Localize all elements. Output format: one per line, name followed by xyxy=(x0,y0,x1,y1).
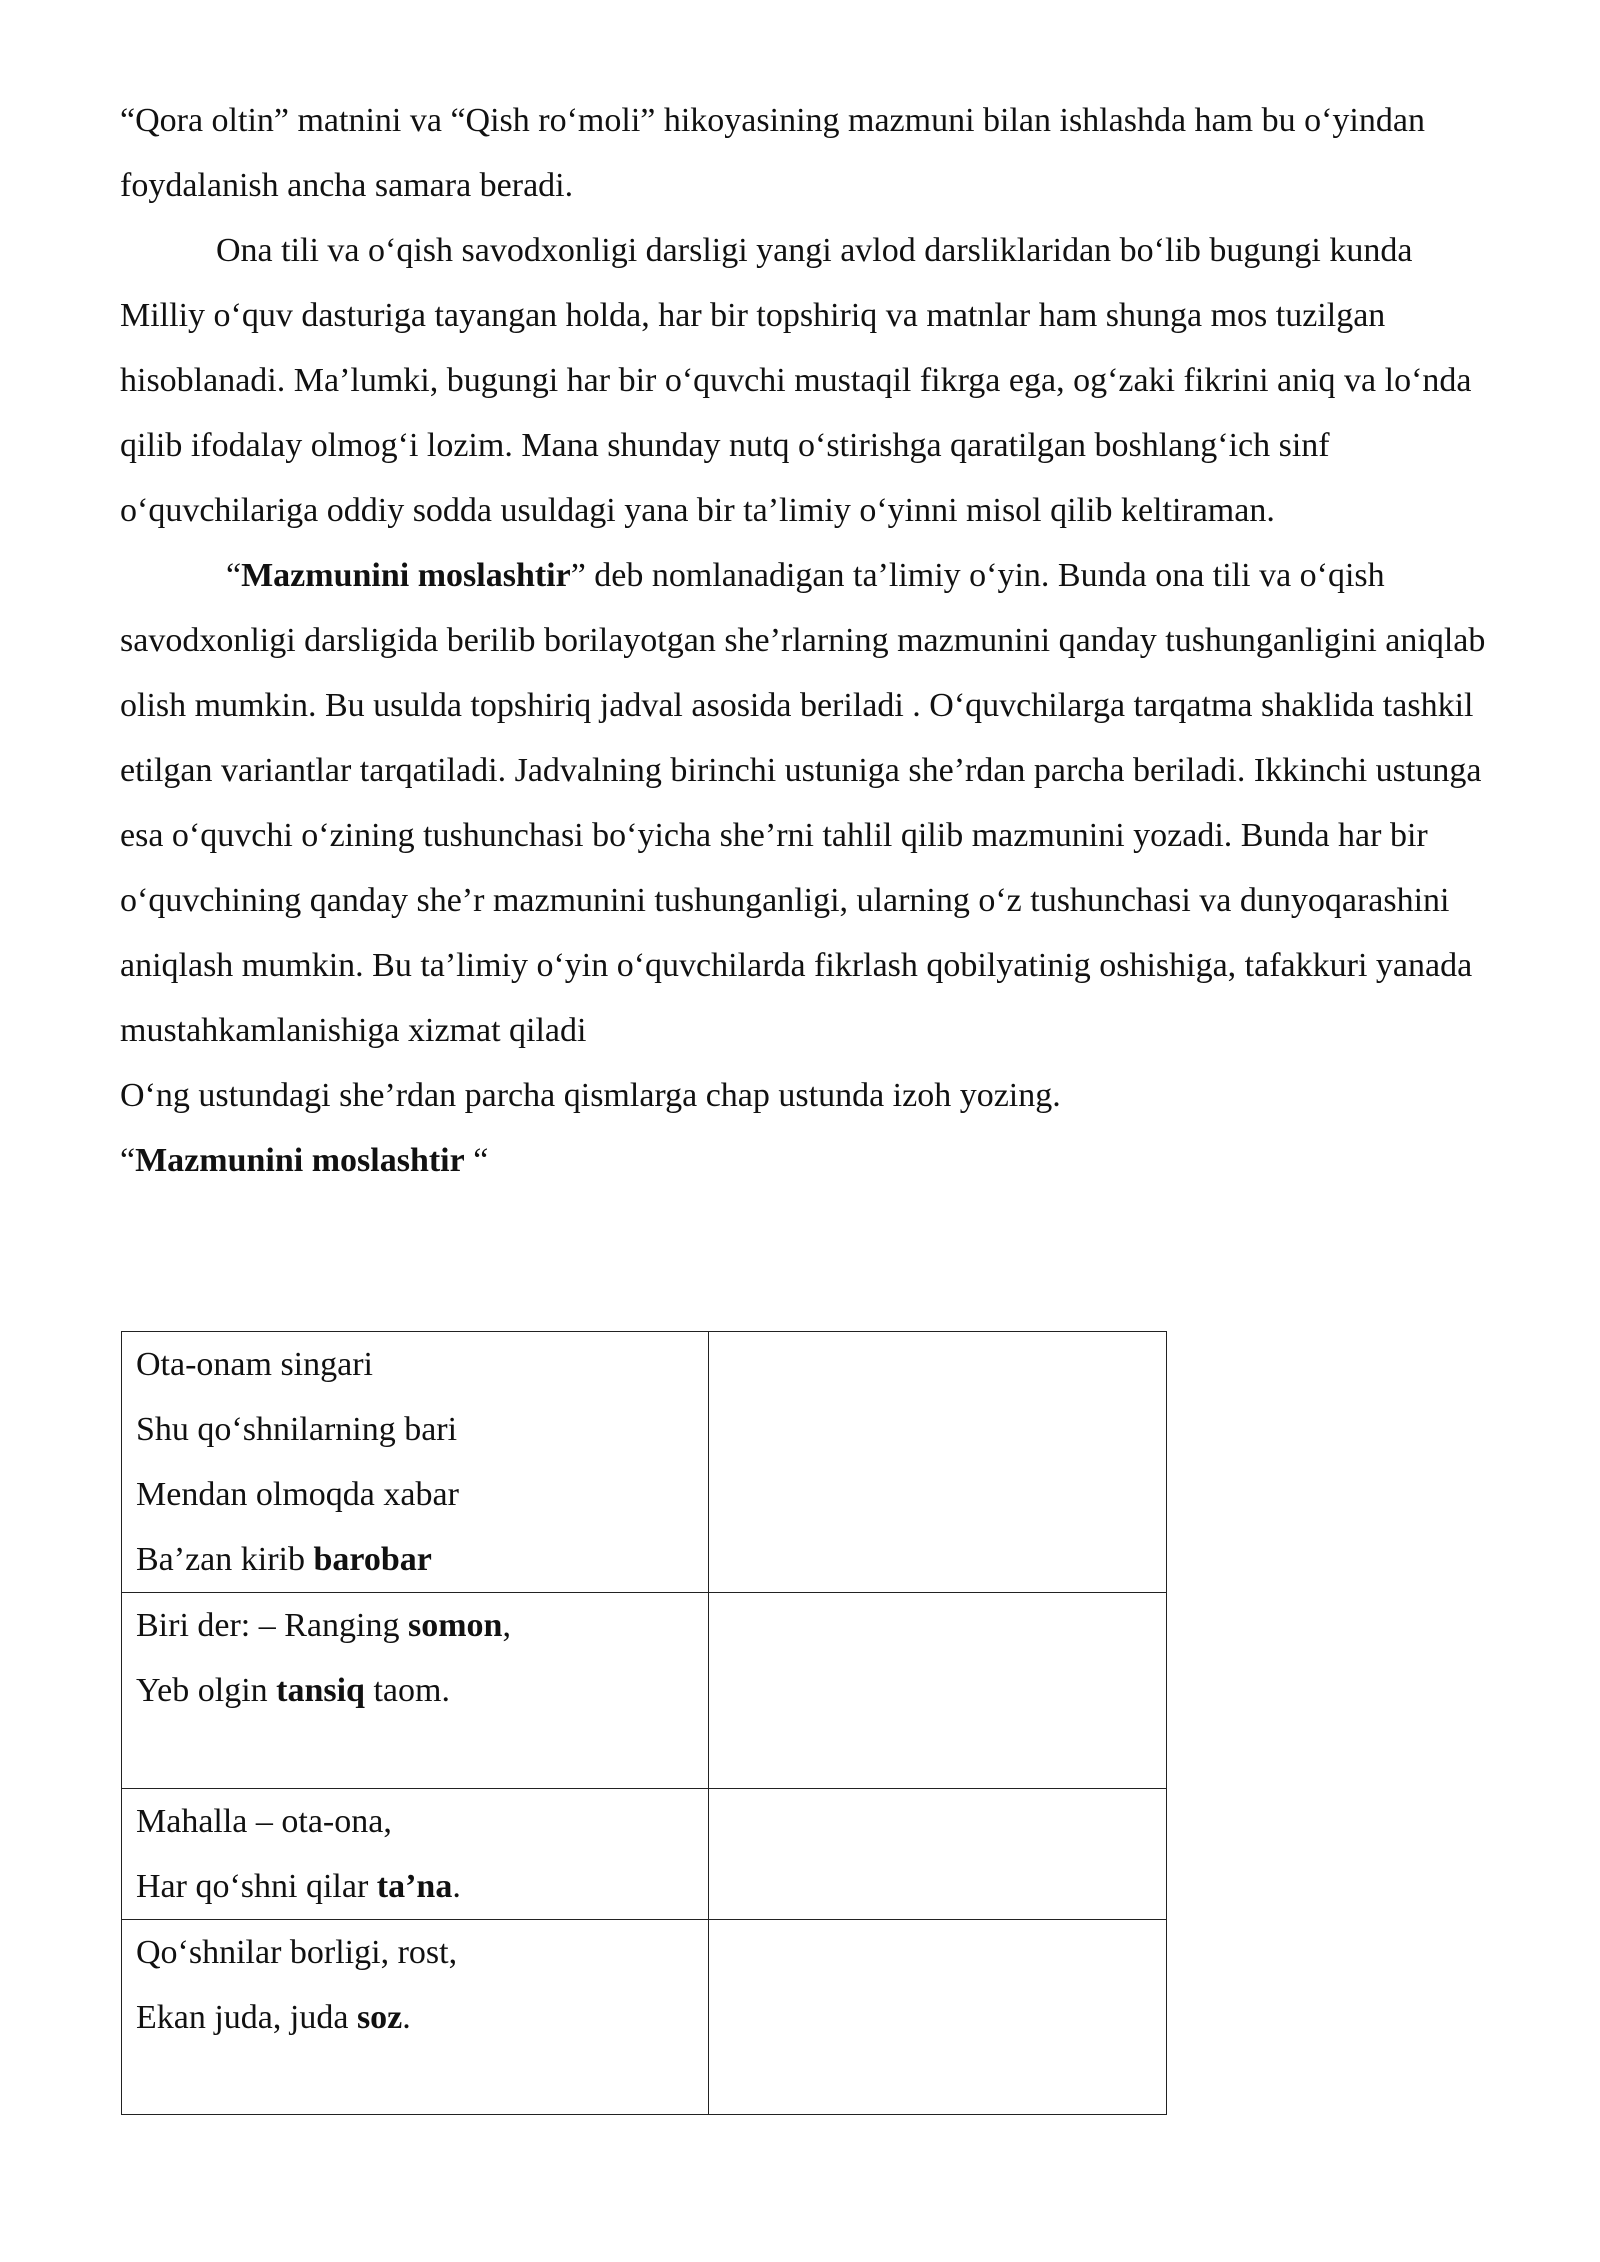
game-description-text: ” deb nomlanadigan ta’limiy o‘yin. Bunda ona tili va o‘qish savodxonligi darsligida berilib borilayotgan she’rlarning mazmunini qanday tushunganligini aniqlab olish mumkin. Bu usulda topshiriq jadval asosida beriladi . O‘quvchilarga tarqatma shaklida tashkil etilgan variantlar tarqatiladi. Jadvalning birinchi ustuniga she’rdan parcha beriladi. Ikkinchi ustunga esa o‘quvchi o‘zining tushunchasi bo‘yicha she’rni tahlil qilib mazmunini yozadi. Bunda har bir o‘quvchining qanday she’r mazmunini tushunganligi, ularning o‘z tushunchasi va dunyoqarashini aniqlash mumkin. Bu ta’limiy o‘yin o‘quvchilarda fikrlash qobilyatinig oshishiga, tafakkuri yanada mustahkamlanishiga xizmat qiladi xyxy=(120,557,1486,1049)
poem-cell xyxy=(122,1332,709,1593)
paragraph-intro: “Qora oltin” matnini va “Qish ro‘moli” hikoyasining mazmuni bilan ishlashda ham bu o‘yindan foydalanish ancha samara beradi. xyxy=(120,102,1425,204)
key-word: barobar xyxy=(313,1541,432,1578)
poem-line: Ba’zan kirib barobar xyxy=(136,1541,432,1578)
poem-line: Qo‘shnilar borligi, rost, xyxy=(136,1934,458,1971)
paragraph-textbook: Ona tili va o‘qish savodxonligi darsligi yangi avlod darsliklaridan bo‘lib bugungi kunda Milliy o‘quv dasturiga tayangan holda, har bir topshiriq va matnlar ham shunga mos tuzilgan hisoblanadi. Ma’lumki, bugungi har bir o‘quvchi mustaqil fikrga ega, og‘zaki fikrini aniq va lo‘nda qilib ifodalay olmog‘i lozim. Mana shunday nutq o‘stirishga qaratilgan boshlang‘ich sinf o‘quvchilariga oddiy sodda usuldagi yana bir ta’limiy o‘yinni misol qilib keltiraman. xyxy=(120,232,1472,529)
poem-line: Biri der: – Ranging somon, xyxy=(136,1607,511,1644)
key-word: soz xyxy=(356,1999,403,2036)
table-row xyxy=(122,1332,1167,1593)
poem-line: Mendan olmoqda xabar xyxy=(136,1476,459,1513)
table-title-bold: Mazmunini moslashtir xyxy=(135,1142,465,1179)
poem-line: Ota-onam singari xyxy=(136,1346,373,1383)
quote-open: “ xyxy=(226,557,242,594)
poem-line: Ekan juda, juda soz. xyxy=(136,1999,411,2036)
table-row xyxy=(122,1593,1167,1789)
key-word: tansiq xyxy=(276,1672,365,1709)
key-word: somon xyxy=(407,1607,503,1644)
table-row xyxy=(122,1789,1167,1920)
paragraph-instruction: O‘ng ustundagi she’rdan parcha qismlarga chap ustunda izoh yozing. xyxy=(120,1077,1061,1114)
answer-cell[interactable] xyxy=(709,1593,1167,1789)
poem-line: Shu qo‘shnilarning bari xyxy=(136,1411,458,1448)
answer-cell[interactable] xyxy=(709,1920,1167,2115)
poem-cell xyxy=(122,1920,709,2115)
poem-cell xyxy=(122,1789,709,1920)
table-row xyxy=(122,1920,1167,2115)
poem-line: Har qo‘shni qilar ta’na. xyxy=(136,1868,461,1905)
answer-cell[interactable] xyxy=(709,1332,1167,1593)
answer-cell[interactable] xyxy=(709,1789,1167,1920)
poem-cell xyxy=(122,1593,709,1789)
key-word: ta’na xyxy=(376,1868,453,1905)
poem-line: Yeb olgin tansiq taom. xyxy=(136,1672,450,1709)
table-title: “Mazmunini moslashtir “ xyxy=(120,1142,489,1179)
poem-line: Mahalla – ota-ona, xyxy=(136,1803,392,1840)
game-name: Mazmunini moslashtir xyxy=(241,557,571,594)
document-body xyxy=(120,88,1500,1193)
paragraph-game-description xyxy=(120,543,1500,1063)
poem-table xyxy=(121,1331,1167,2115)
